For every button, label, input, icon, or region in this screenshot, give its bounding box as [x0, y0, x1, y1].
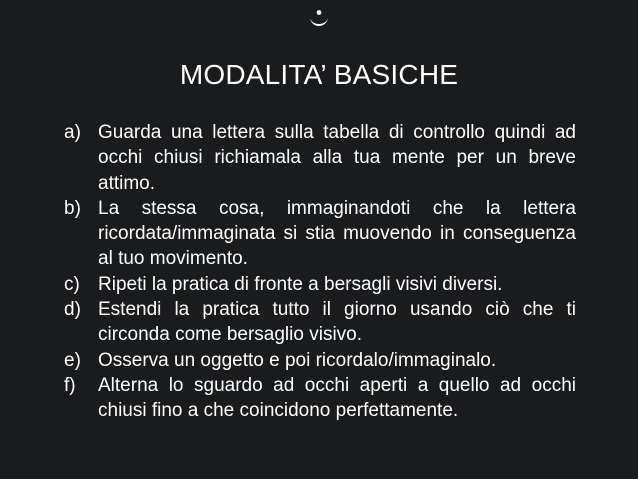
list-marker: a): [64, 122, 81, 143]
list-item-text: Ripeti la pratica di fronte a bersagli visivi diversi.: [98, 273, 503, 295]
slide-title: MODALITA’ BASICHE: [179, 59, 459, 90]
list-item-text: Alterna lo sguardo ad occhi aperti a quello ad occhi chiusi fino a che coincidono perfettamente.: [98, 374, 576, 422]
crescent-dot-icon: [306, 8, 332, 30]
list-item-text: Osserva un oggetto e poi ricordalo/immaginalo.: [98, 349, 497, 371]
list-item: [64, 348, 576, 373]
list-marker: d): [64, 299, 81, 321]
list-item-text: Guarda una lettera sulla tabella di controllo quindi ad occhi chiusi richiamala alla tua mente per un breve attimo.: [98, 122, 576, 194]
list-item: [64, 297, 576, 348]
list-item-text: La stessa cosa, immaginandoti che la lettera ricordata/immaginata si stia muovendo in conseguenza al tuo movimento.: [98, 197, 576, 270]
list-item: [64, 196, 576, 272]
list-item-text: Estendi la pratica tutto il giorno usando ciò che ti circonda come bersaglio visivo.: [98, 299, 576, 346]
instruction-list: [64, 120, 576, 424]
list-marker: c): [64, 273, 80, 295]
list-item: [64, 272, 576, 297]
list-marker: b): [64, 197, 81, 219]
list-marker: f): [64, 374, 76, 396]
list-item: [64, 120, 576, 196]
list-item: [64, 373, 576, 424]
list-marker: e): [64, 349, 81, 371]
